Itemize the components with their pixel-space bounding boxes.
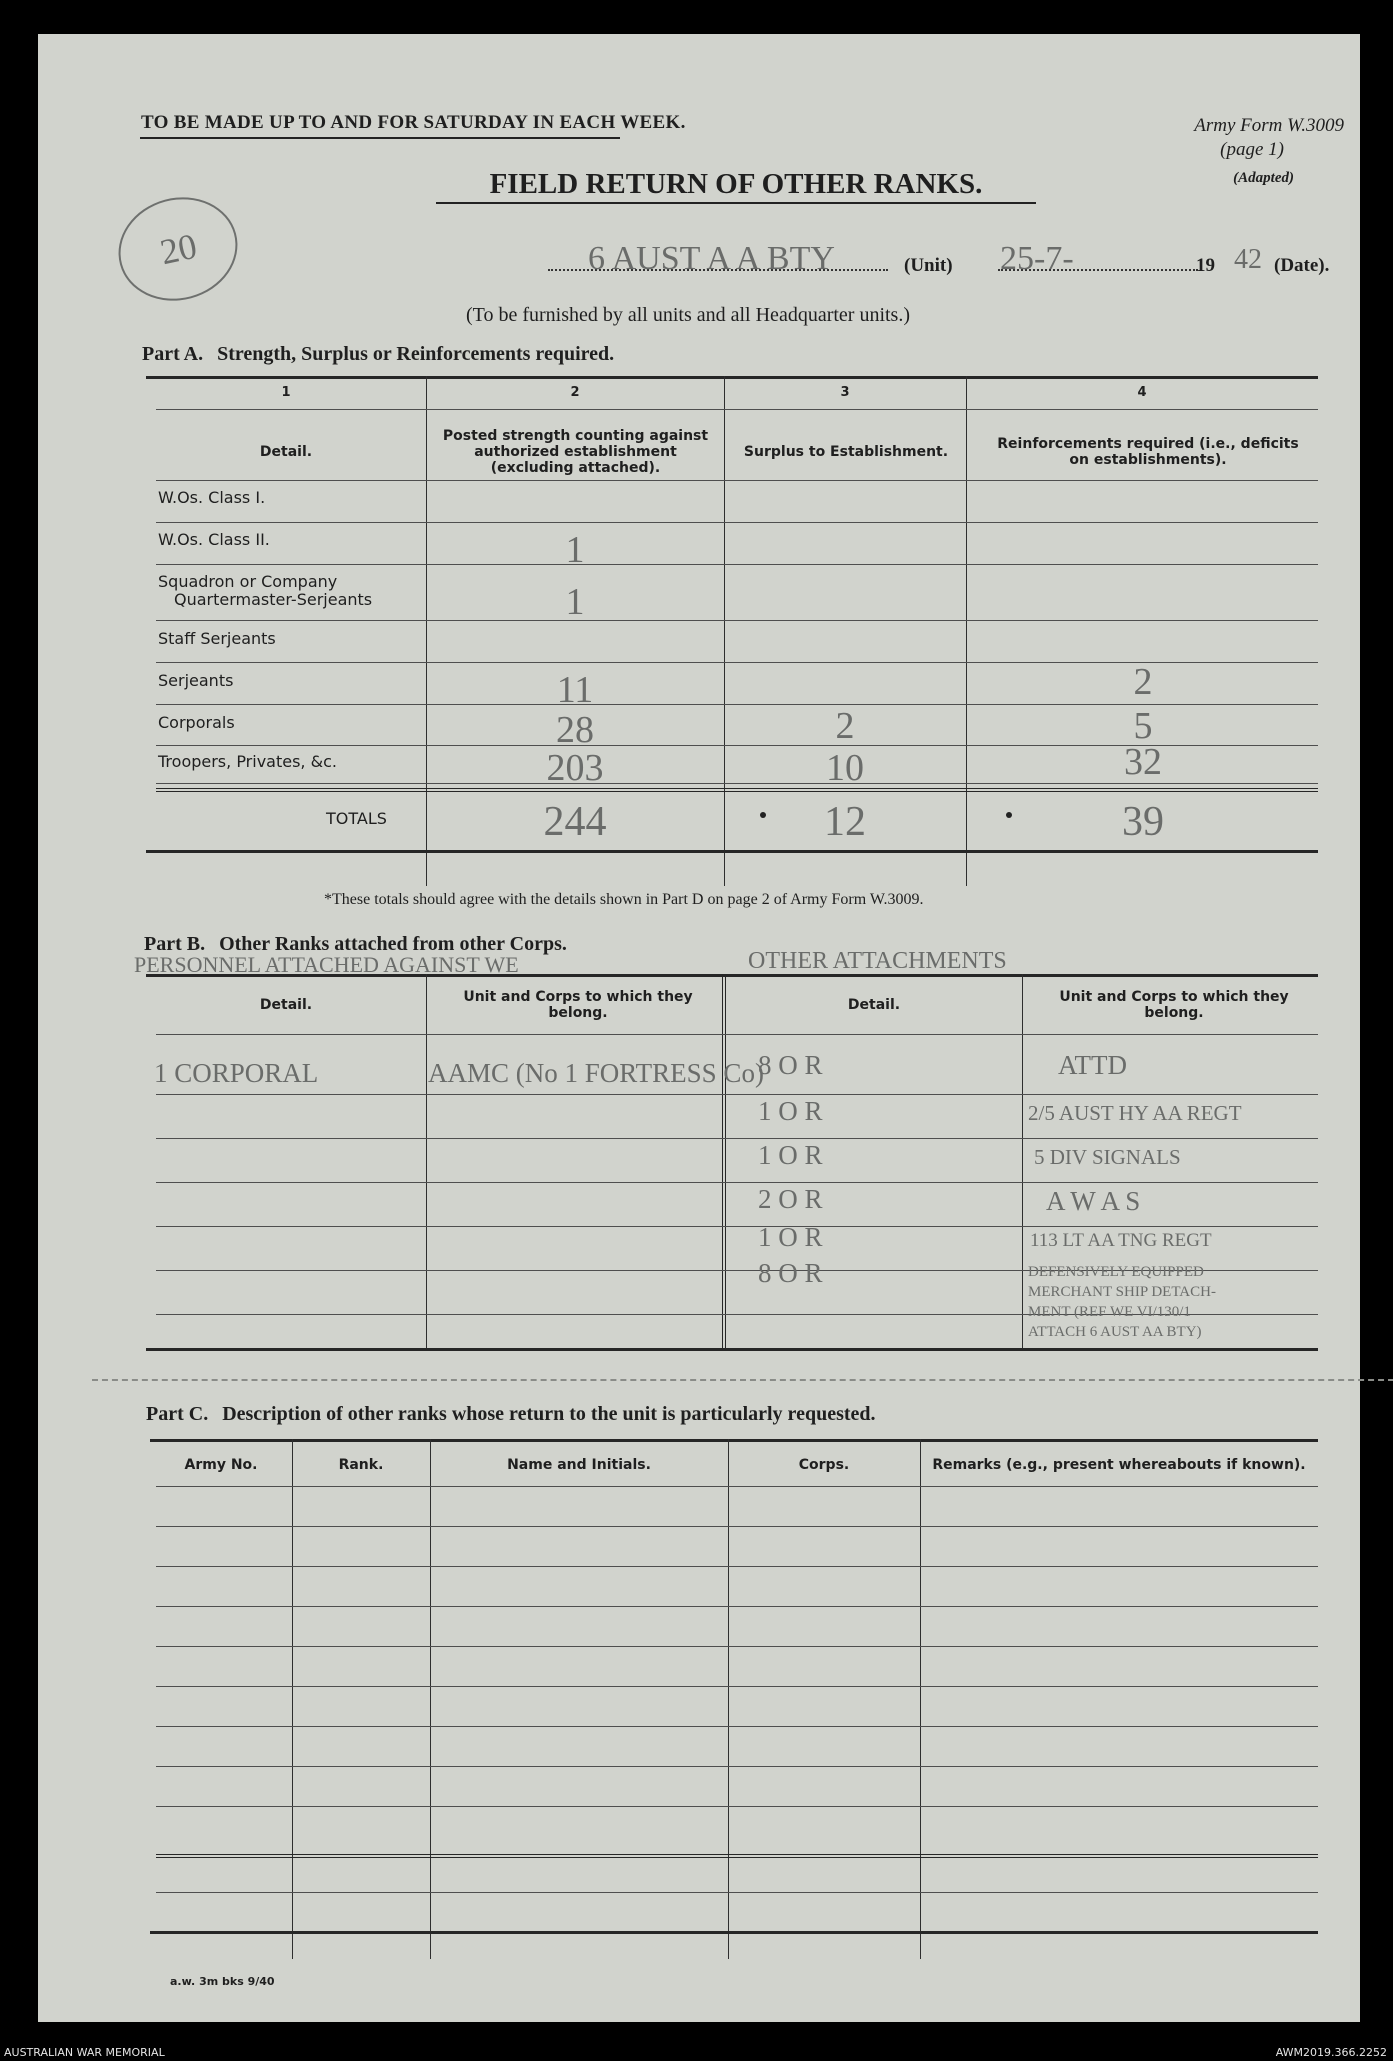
part-b-rule <box>156 1138 1318 1139</box>
row-label: W.Os. Class II. <box>158 530 270 549</box>
attached-unit: AAMC (No 1 FORTRESS Co) <box>428 1058 764 1088</box>
part-c-divider <box>728 1439 729 1959</box>
page-title: FIELD RETURN OF OTHER RANKS. <box>489 168 983 200</box>
other-unit: 5 DIV SIGNALS <box>1034 1145 1181 1169</box>
col-head-detail: Detail. <box>259 444 313 460</box>
part-c-rule <box>156 1854 1318 1858</box>
part-c-col-army-no: Army No. <box>184 1457 258 1473</box>
archive-credit: AUSTRALIAN WAR MEMORIAL <box>4 2046 165 2059</box>
year-prefix: 19 <box>1196 255 1215 276</box>
row-label: Squadron or Company <box>158 572 338 591</box>
total-posted: 244 <box>543 799 607 845</box>
posted-corporals: 28 <box>556 709 594 751</box>
part-b-top-rule <box>146 974 1318 977</box>
part-a-bottom-rule <box>146 850 1318 853</box>
part-c-rule <box>156 1526 1318 1527</box>
other-detail: 2 O R <box>758 1184 823 1214</box>
other-unit-line: DEFENSIVELY EQUIPPED <box>1028 1264 1204 1280</box>
archive-reference: AWM2019.366.2252 <box>1275 2046 1387 2059</box>
form-number-block <box>1104 114 1344 190</box>
part-c-heading <box>146 1403 876 1426</box>
part-b-divider <box>1022 974 1023 1348</box>
other-detail: 1 O R <box>758 1140 823 1170</box>
part-c-divider <box>292 1439 293 1959</box>
row-label: Corporals <box>158 713 235 732</box>
other-detail: 8 O R <box>758 1258 823 1288</box>
part-c-title: Description of other ranks whose return to the unit is particularly requested. <box>222 1403 876 1425</box>
other-detail: 8 O R <box>758 1050 823 1080</box>
col-number-rule <box>156 409 1318 410</box>
col-head-surplus: Surplus to Establishment. <box>743 444 949 460</box>
row-label: Quartermaster-Serjeants <box>174 590 373 609</box>
part-c-rule <box>156 1606 1318 1607</box>
reinf-serjeants: 2 <box>1133 661 1153 703</box>
part-c-col-rank: Rank. <box>338 1457 384 1473</box>
form-adapted: (Adapted) <box>1233 170 1294 186</box>
perforation-line <box>92 1379 1393 1381</box>
col-number: 3 <box>840 385 850 400</box>
part-a-top-rule <box>146 376 1318 379</box>
total-surplus: 12 <box>824 799 866 845</box>
surplus-corporals: 2 <box>835 705 855 747</box>
other-unit-line: MENT (REF WE VI/130/1 <box>1028 1304 1191 1320</box>
unit-value: 6 AUST A A BTY <box>588 240 835 277</box>
posted-serjeants: 11 <box>556 669 594 711</box>
date-label: (Date). <box>1274 255 1330 276</box>
part-b-col-detail: Detail. <box>259 997 313 1013</box>
other-unit-line: MERCHANT SHIP DETACH- <box>1028 1284 1216 1300</box>
row-label: Troopers, Privates, &c. <box>158 752 337 771</box>
part-a-heading <box>142 343 614 366</box>
form-subtitle: (To be furnished by all units and all Headquarter units.) <box>465 304 911 326</box>
part-c-divider <box>920 1439 921 1959</box>
part-c-col-remarks: Remarks (e.g., present whereabouts if known). <box>932 1457 1306 1473</box>
part-a-label: Part A. <box>142 343 204 365</box>
part-c-top-rule <box>150 1439 1318 1442</box>
part-c-rule <box>156 1566 1318 1567</box>
part-c-label: Part C. <box>146 1403 209 1425</box>
totals-label: TOTALS <box>326 809 387 828</box>
part-a-divider <box>966 376 967 886</box>
date-value: 25-7- <box>1000 240 1074 277</box>
part-c-rule <box>156 1686 1318 1687</box>
row-label: Serjeants <box>158 671 234 690</box>
part-b-col-unit: Unit and Corps to which they belong. <box>1059 989 1289 1021</box>
title-underline <box>436 202 1036 204</box>
part-b-header-rule <box>156 1034 1318 1035</box>
part-b-col-detail: Detail. <box>847 997 901 1013</box>
part-b-divider <box>426 974 427 1348</box>
form-sheet <box>38 34 1360 2022</box>
row-rule <box>156 564 1318 565</box>
row-rule <box>156 522 1318 523</box>
other-unit-multiline <box>1028 1262 1320 1342</box>
part-b-label: Part B. <box>144 933 206 955</box>
print-code: a.w. 3m bks 9/40 <box>170 1975 275 1988</box>
reinf-corporals: 5 <box>1133 705 1153 747</box>
part-c-rule <box>156 1646 1318 1647</box>
other-detail: 1 O R <box>758 1096 823 1126</box>
part-b-right-note: OTHER ATTACHMENTS <box>748 948 1007 974</box>
other-unit: 113 LT AA TNG REGT <box>1030 1230 1212 1251</box>
part-c-rule <box>156 1726 1318 1727</box>
part-b-center-divider <box>722 974 726 1348</box>
form-page: (page 1) <box>1220 139 1284 160</box>
total-reinforcements: 39 <box>1122 799 1164 845</box>
year-value: 42 <box>1234 244 1262 275</box>
circled-number: 20 <box>156 225 201 273</box>
part-c-divider <box>430 1439 431 1959</box>
part-b-rule <box>156 1226 1318 1227</box>
row-label: Staff Serjeants <box>158 629 276 648</box>
part-b-title: Other Ranks attached from other Corps. <box>219 933 567 955</box>
part-a-footnote: *These totals should agree with the details shown in Part D on page 2 of Army Form W.3009. <box>324 891 924 908</box>
row-label: W.Os. Class I. <box>158 488 266 507</box>
part-b-rule <box>156 1094 1318 1095</box>
row-rule <box>156 620 1318 621</box>
part-b-rule <box>156 1182 1318 1183</box>
part-c-col-name: Name and Initials. <box>507 1457 651 1473</box>
instruction-underline <box>140 137 620 139</box>
col-head-reinforcements: Reinforcements required (i.e., deficits on establishments). <box>997 436 1299 468</box>
part-a-title: Strength, Surplus or Reinforcements required. <box>217 343 615 365</box>
weekly-instruction: TO BE MADE UP TO AND FOR SATURDAY IN EACH WEEK. <box>141 112 686 133</box>
part-c-rule <box>156 1892 1318 1893</box>
surplus-troopers: 10 <box>826 747 864 789</box>
other-detail: 1 O R <box>758 1222 823 1252</box>
posted-cqms: 1 <box>565 581 585 623</box>
part-c-header-rule <box>156 1486 1318 1487</box>
part-c-col-corps: Corps. <box>798 1457 850 1473</box>
col-number: 1 <box>281 385 291 400</box>
reinf-troopers: 32 <box>1124 741 1162 783</box>
form-number: Army Form W.3009 <box>1194 115 1344 136</box>
other-unit: A W A S <box>1046 1186 1141 1216</box>
part-b-left-note: PERSONNEL ATTACHED AGAINST WE <box>134 952 519 977</box>
part-c-rule <box>156 1766 1318 1767</box>
part-b-bottom-rule <box>146 1348 1318 1351</box>
col-head-posted: Posted strength counting against authorized establishment (excluding attached). <box>442 428 709 476</box>
col-number: 2 <box>570 385 580 400</box>
totals-rule <box>156 788 1318 792</box>
other-unit-line: ATTACH 6 AUST AA BTY) <box>1028 1324 1202 1340</box>
posted-troopers: 203 <box>546 747 604 789</box>
part-c-bottom-rule <box>150 1931 1318 1934</box>
posted-wo2: 1 <box>565 529 585 571</box>
header-rule <box>156 480 1318 481</box>
part-c-rule <box>156 1806 1318 1807</box>
col-number: 4 <box>1137 385 1147 400</box>
attached-detail: 1 CORPORAL <box>154 1058 319 1088</box>
unit-label: (Unit) <box>904 255 953 276</box>
other-unit: 2/5 AUST HY AA REGT <box>1028 1101 1242 1125</box>
other-unit: ATTD <box>1058 1050 1127 1080</box>
part-b-col-unit: Unit and Corps to which they belong. <box>463 989 693 1021</box>
